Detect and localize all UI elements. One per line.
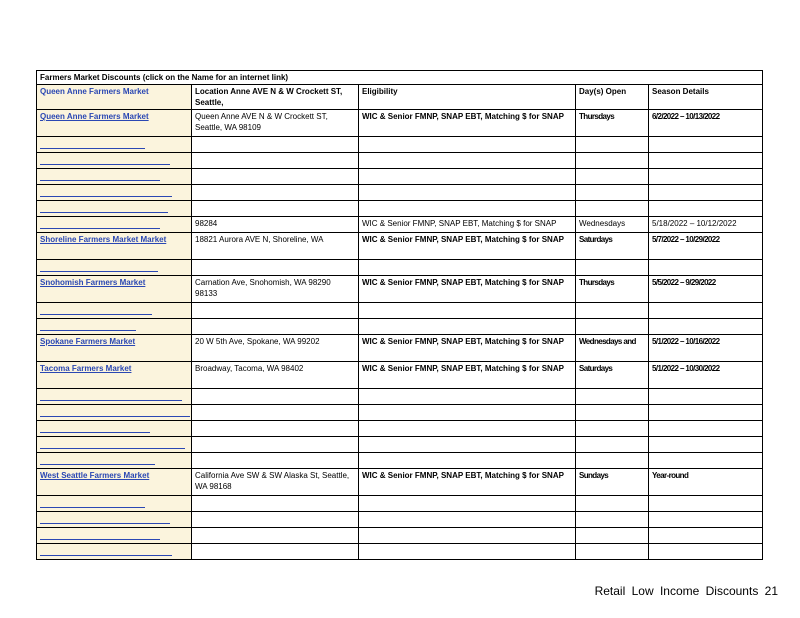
market-link[interactable]: Snohomish Farmers Market (40, 278, 146, 287)
eligibility-text: WIC & Senior FMNP, SNAP EBT, Matching $ for SNAP (362, 278, 564, 287)
table-row (37, 437, 763, 453)
days-cell (576, 110, 649, 137)
location-cell (192, 185, 359, 201)
market-name-cell (37, 169, 192, 185)
eligibility-text: WIC & Senior FMNP, SNAP EBT, Matching $ for SNAP (362, 471, 564, 480)
eligibility-cell (359, 544, 576, 560)
empty-link-underline (40, 154, 170, 165)
eligibility-cell (359, 469, 576, 496)
days-text: Wednesdays and (579, 337, 636, 346)
season-cell (649, 335, 763, 362)
table-row (37, 496, 763, 512)
location-cell (192, 528, 359, 544)
days-cell (576, 421, 649, 437)
market-name-cell (37, 110, 192, 137)
header-days: Day(s) Open (576, 85, 649, 110)
empty-link-underline (40, 320, 136, 331)
table-row (37, 512, 763, 528)
location-cell (192, 437, 359, 453)
days-cell (576, 260, 649, 276)
market-name-cell (37, 137, 192, 153)
days-cell (576, 335, 649, 362)
days-cell (576, 544, 649, 560)
market-name-cell (37, 185, 192, 201)
days-cell (576, 469, 649, 496)
days-cell (576, 201, 649, 217)
table-row (37, 362, 763, 389)
empty-link-underline (40, 406, 190, 417)
eligibility-cell (359, 453, 576, 469)
location-cell (192, 544, 359, 560)
market-name-cell (37, 405, 192, 421)
market-name-cell (37, 389, 192, 405)
days-cell (576, 496, 649, 512)
eligibility-cell (359, 217, 576, 233)
days-text: Thursdays (579, 278, 615, 287)
days-text: Saturdays (579, 235, 613, 244)
season-cell (649, 453, 763, 469)
eligibility-cell (359, 319, 576, 335)
season-cell (649, 233, 763, 260)
market-name-cell (37, 335, 192, 362)
empty-link-underline (40, 545, 172, 556)
season-text: 5/1/2022 – 10/30/2022 (652, 364, 720, 373)
eligibility-cell (359, 276, 576, 303)
market-link[interactable]: Tacoma Farmers Market (40, 364, 132, 373)
location-text: 18821 Aurora AVE N, Shoreline, WA (195, 235, 324, 244)
market-name-cell (37, 233, 192, 260)
season-cell (649, 260, 763, 276)
eligibility-cell (359, 185, 576, 201)
season-cell (649, 437, 763, 453)
season-cell (649, 110, 763, 137)
days-cell (576, 137, 649, 153)
market-name-cell (37, 421, 192, 437)
season-cell (649, 421, 763, 437)
market-name-cell (37, 276, 192, 303)
days-cell (576, 153, 649, 169)
table-header-row (37, 85, 763, 110)
days-cell (576, 528, 649, 544)
days-cell (576, 437, 649, 453)
eligibility-cell (359, 153, 576, 169)
location-cell (192, 169, 359, 185)
location-text: 20 W 5th Ave, Spokane, WA 99202 (195, 337, 320, 346)
market-name-cell (37, 303, 192, 319)
season-cell (649, 512, 763, 528)
location-cell (192, 276, 359, 303)
header-location: Location Anne AVE N & W Crockett ST, Seattle, (192, 85, 359, 110)
location-cell (192, 217, 359, 233)
header-eligibility: Eligibility (359, 85, 576, 110)
table-row (37, 405, 763, 421)
eligibility-cell (359, 137, 576, 153)
empty-link-underline (40, 170, 160, 181)
empty-link-underline (40, 529, 160, 540)
days-cell (576, 185, 649, 201)
market-name-cell (37, 453, 192, 469)
location-cell (192, 137, 359, 153)
location-cell (192, 303, 359, 319)
empty-link-underline (40, 422, 150, 433)
season-cell (649, 362, 763, 389)
table-row (37, 303, 763, 319)
days-cell (576, 362, 649, 389)
empty-link-underline (40, 138, 145, 149)
eligibility-text: WIC & Senior FMNP, SNAP EBT, Matching $ for SNAP (362, 337, 564, 346)
market-name-cell (37, 496, 192, 512)
table-row (37, 201, 763, 217)
eligibility-cell (359, 303, 576, 319)
table-row (37, 421, 763, 437)
table-title-row (37, 71, 763, 85)
eligibility-cell (359, 496, 576, 512)
empty-link-underline (40, 454, 155, 465)
season-cell (649, 185, 763, 201)
season-cell (649, 496, 763, 512)
header-season: Season Details (649, 85, 763, 110)
eligibility-cell (359, 528, 576, 544)
location-cell (192, 362, 359, 389)
location-cell (192, 405, 359, 421)
market-name-cell (37, 544, 192, 560)
empty-link-underline (40, 438, 185, 449)
location-cell (192, 201, 359, 217)
location-cell (192, 260, 359, 276)
season-cell (649, 405, 763, 421)
location-cell (192, 233, 359, 260)
days-cell (576, 319, 649, 335)
eligibility-text: WIC & Senior FMNP, SNAP EBT, Matching $ for SNAP (362, 364, 564, 373)
location-text: California Ave SW & SW Alaska St, Seattle, WA 98168 (195, 471, 350, 491)
location-cell (192, 421, 359, 437)
empty-link-underline (40, 218, 160, 229)
season-cell (649, 169, 763, 185)
eligibility-cell (359, 437, 576, 453)
season-text: 5/1/2022 – 10/16/2022 (652, 337, 720, 346)
market-name-cell (37, 362, 192, 389)
location-cell (192, 110, 359, 137)
location-cell (192, 469, 359, 496)
season-cell (649, 528, 763, 544)
table-row (37, 233, 763, 260)
days-cell (576, 217, 649, 233)
market-link[interactable]: Shoreline Farmers Market Market (40, 235, 167, 244)
market-name-cell (37, 260, 192, 276)
season-cell (649, 303, 763, 319)
season-text: 5/18/2022 – 10/12/2022 (652, 219, 737, 228)
eligibility-cell (359, 405, 576, 421)
location-text: Broadway, Tacoma, WA 98402 (195, 364, 304, 373)
season-cell (649, 276, 763, 303)
page-footer: Retail Low Income Discounts 21 (594, 584, 778, 598)
eligibility-text: WIC & Senior FMNP, SNAP EBT, Matching $ for SNAP (362, 235, 564, 244)
season-text: Year-round (652, 471, 689, 480)
table-row (37, 453, 763, 469)
market-link[interactable]: Spokane Farmers Market (40, 337, 136, 346)
eligibility-text: WIC & Senior FMNP, SNAP EBT, Matching $ for SNAP (362, 219, 557, 228)
table-row (37, 544, 763, 560)
season-cell (649, 201, 763, 217)
location-cell (192, 453, 359, 469)
table-row (37, 185, 763, 201)
table-row (37, 335, 763, 362)
season-text: 6/2/2022 – 10/13/2022 (652, 112, 720, 121)
eligibility-cell (359, 110, 576, 137)
eligibility-cell (359, 169, 576, 185)
season-cell (649, 217, 763, 233)
eligibility-cell (359, 362, 576, 389)
season-cell (649, 469, 763, 496)
days-cell (576, 389, 649, 405)
empty-link-underline (40, 261, 158, 272)
market-name-cell (37, 512, 192, 528)
empty-link-underline (40, 513, 170, 524)
table-title: Farmers Market Discounts (click on the Name for an internet link) (37, 71, 763, 85)
eligibility-cell (359, 335, 576, 362)
season-cell (649, 137, 763, 153)
days-cell (576, 512, 649, 528)
eligibility-text: WIC & Senior FMNP, SNAP EBT, Matching $ for SNAP (362, 112, 564, 121)
days-cell (576, 405, 649, 421)
days-text: Saturdays (579, 364, 613, 373)
market-link[interactable]: Queen Anne Farmers Market (40, 112, 149, 121)
location-cell (192, 335, 359, 362)
table-row (37, 137, 763, 153)
days-cell (576, 303, 649, 319)
season-cell (649, 389, 763, 405)
empty-link-underline (40, 304, 152, 315)
table-row (37, 528, 763, 544)
table-row (37, 110, 763, 137)
location-cell (192, 319, 359, 335)
table-row (37, 319, 763, 335)
location-text: Carnation Ave, Snohomish, WA 98290 98133 (195, 278, 331, 298)
eligibility-cell (359, 260, 576, 276)
market-link[interactable]: West Seattle Farmers Market (40, 471, 150, 480)
table-row (37, 260, 763, 276)
table-row (37, 169, 763, 185)
season-text: 5/5/2022 – 9/29/2022 (652, 278, 716, 287)
market-name-cell (37, 469, 192, 496)
days-cell (576, 233, 649, 260)
market-name-cell (37, 153, 192, 169)
table-row (37, 389, 763, 405)
market-name-cell (37, 217, 192, 233)
location-cell (192, 496, 359, 512)
table-row (37, 469, 763, 496)
season-cell (649, 153, 763, 169)
market-name-cell (37, 319, 192, 335)
empty-link-underline (40, 186, 172, 197)
empty-link-underline (40, 497, 145, 508)
location-cell (192, 389, 359, 405)
season-cell (649, 319, 763, 335)
season-text: 5/7/2022 – 10/29/2022 (652, 235, 720, 244)
empty-link-underline (40, 390, 182, 401)
location-text: 98284 (195, 219, 218, 228)
eligibility-cell (359, 201, 576, 217)
days-text: Sundays (579, 471, 609, 480)
farmers-market-table (36, 70, 763, 560)
days-cell (576, 453, 649, 469)
days-text: Thursdays (579, 112, 615, 121)
eligibility-cell (359, 389, 576, 405)
empty-link-underline (40, 202, 168, 213)
market-name-cell (37, 528, 192, 544)
eligibility-cell (359, 421, 576, 437)
table-row (37, 276, 763, 303)
days-text: Wednesdays (579, 219, 626, 228)
market-name-cell (37, 201, 192, 217)
days-cell (576, 276, 649, 303)
header-name: Queen Anne Farmers Market (37, 85, 192, 110)
table-row (37, 153, 763, 169)
location-cell (192, 512, 359, 528)
days-cell (576, 169, 649, 185)
eligibility-cell (359, 512, 576, 528)
table-row (37, 217, 763, 233)
season-cell (649, 544, 763, 560)
market-name-cell (37, 437, 192, 453)
eligibility-cell (359, 233, 576, 260)
location-cell (192, 153, 359, 169)
location-text: Queen Anne AVE N & W Crockett ST, Seattle, WA 98109 (195, 112, 328, 132)
